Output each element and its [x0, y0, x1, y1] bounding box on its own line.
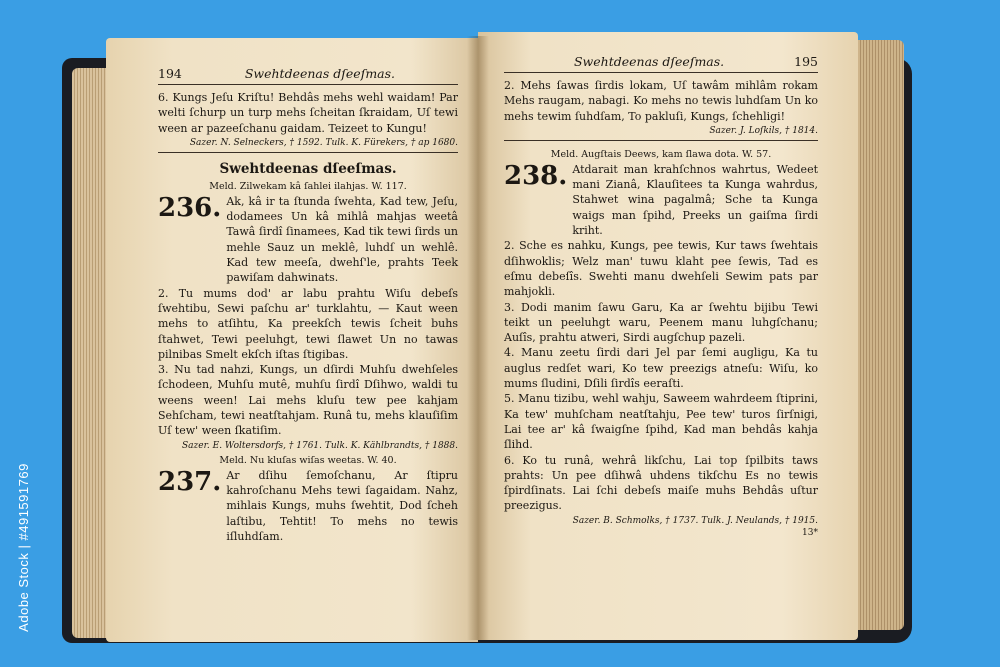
hymn-236	[158, 194, 458, 286]
hymn-238-verse-3: 3. Dodi manim ſawu Garu, Ka ar ſwehtu bijibu Tewi teikt un peeluhgt waru, Peenem manu luhgſchanu; Auſîs, prahtu atweri, Sirdi augſchup pazeli.	[504, 300, 818, 345]
hymn-238	[504, 162, 818, 238]
hymn-236-verse-2: 2. Tu mums dod' ar labu prahtu Wiſu debeſs ſwehtibu, Sewi paſchu ar' turklahtu, — Kaut ween mehs to atſihtu, Ka preekſch tewis ſcheit buhs ſtahwet, Tewi peeluhgt, tewi ſlawet Un no tawas pilnibas Smelt ekſch iſtas ſtigibas.	[158, 286, 458, 361]
hymn-238-verse-4: 4. Manu zeetu ſirdi dari Jel par ſemi augligu, Ka tu auglus redſet wari, Ko tew preezigs atneſu: Wiſu, ko mums ſludini, Dſili ſirdîs eeraſti.	[504, 346, 818, 391]
hymn-237-number: 237.	[158, 466, 222, 497]
book-gutter-shadow	[467, 36, 489, 640]
hymn-237	[158, 468, 458, 544]
hymn-236-verse-1: Ak, kâ ir ta ſtunda ſwehta, Kad tew, Jeſu, dodamees Un kâ mihlâ mahjas weetâ Tawâ ſirdî ſinamees, Kad tik tewi ſirds un mehle Sauz un meklê, luhdſ un wehlê. Kad tew meeſa, dwehſ'le, prahts Teek pawiſam dahwinats.	[226, 194, 458, 285]
hymn-236-melody: Meld. Zilwekam kâ ſahlei ilahjas. W. 117.	[209, 180, 407, 192]
stock-watermark-text: Adobe Stock | #491591769	[15, 463, 31, 632]
stock-watermark-side	[8, 430, 38, 665]
right-intro-verse: 2. Mehs ſawas ſirdis lokam, Uſ tawâm mihlâm rokam Mehs raugam, nabagi. Ko mehs no tewis luhdſam Un ko mehs tewim ſuhdſam, To pakluſi, Kungs, ſchehligi!	[504, 79, 818, 123]
hymn-236-credit: Sazer. E. Woltersdorfs, † 1761. Tulk. K. Kählbrandts, † 1888.	[182, 440, 458, 451]
right-page-number: 195	[794, 54, 818, 69]
left-page-number: 194	[158, 66, 182, 81]
left-page	[106, 38, 478, 642]
right-running-title: Swehtdeenas dſeeſmas.	[573, 54, 725, 69]
signature-mark: 13*	[802, 527, 818, 538]
right-page	[478, 32, 858, 640]
right-divider	[504, 140, 818, 141]
hymn-236-number: 236.	[158, 192, 222, 223]
hymn-238-credit: Sazer. B. Schmolks, † 1737. Tulk. J. Neulands, † 1915.	[572, 515, 818, 526]
hymn-238-number: 238.	[504, 160, 568, 191]
open-hymnal-book	[62, 30, 912, 645]
hymn-238-verse-6: 6. Ko tu runâ, wehrâ likſchu, Lai top ſpilbits taws prahts: Un pee dſihwâ uhdens tikſchu Es no tewis ſpirdſinats. Lai ſchi debeſs maiſe muhs Behdâs uſtur preezigus.	[504, 453, 818, 513]
page-stack-right	[852, 40, 904, 630]
section-divider	[158, 152, 458, 153]
left-running-title: Swehtdeenas dſeeſmas.	[244, 66, 396, 81]
hymn-237-verse-1: Ar dſihu ſemoſchanu, Ar ſtipru kahroſchanu Mehs tewi ſagaidam. Nahz, mihlais Kungs, muhs ſwehtit, Dod ſcheh laſtibu, Tehtit! To mehs no tewis iſluhdſam.	[226, 468, 458, 543]
left-intro-verse: 6. Kungs Jeſu Kriſtu! Behdâs mehs wehl waidam! Par welti ſchurp un turp mehs ſcheitan ſkraidam, Uſ tewi ween ar pazeeſchanu gaidam. Teizeet to Kungu!	[158, 91, 458, 135]
hymn-237-melody: Meld. Nu kluſas wiſas weetas. W. 40.	[219, 454, 397, 466]
hymn-238-verse-1: Atdarait man krahſchnos wahrtus, Wedeet mani Zianâ, Klauſitees ta Kunga wahrdus, Stahwet wina pagalmâ; Sche ta Kunga waigs man ſpihd, Preeks un gaiſma ſirdi kriht.	[572, 162, 818, 238]
hymn-236-verse-3: 3. Nu tad nahzi, Kungs, un dſirdi Muhſu dwehſeles ſchodeen, Muhſu mutê, muhſu ſirdî Dſihwo, waldi tu weens ween! Lai mehs kluſu tew pee kahjam Sehſcham, tewi neatſtahjam. Runâ tu, mehs klauſiſim Uſ tew' ween ſkatiſim.	[158, 363, 458, 438]
right-intro-credit: Sazer. J. Loſkils, † 1814.	[709, 125, 818, 136]
hymn-238-verse-2: 2. Sche es nahku, Kungs, pee tewis, Kur taws ſwehtais dſihwoklis; Welz man' tuwu klaht pee ſewis, Tad es eſmu debeſîs. Swehti manu dwehſeli Sewim pats par mahjokli.	[504, 239, 818, 299]
section-title: Swehtdeenas dſeeſmas.	[219, 160, 397, 177]
right-page-header	[504, 54, 818, 73]
hymn-238-verse-5: 5. Manu tizibu, wehl wahju, Saweem wahrdeem ſtiprini, Ka tew' muhſcham neatſtahju, Pee tew' turos ſirſnigi, Lai tee ar' kâ ſwaigſne ſpihd, Kad man behdâs kahja ſlihd.	[504, 392, 818, 452]
left-page-header	[158, 66, 458, 85]
left-intro-credit: Sazer. N. Selneckers, † 1592. Tulk. K. Fürekers, † ap 1680.	[189, 137, 458, 148]
hymn-238-melody: Meld. Augſtais Deews, kam ſlawa dota. W. 57.	[550, 148, 772, 160]
